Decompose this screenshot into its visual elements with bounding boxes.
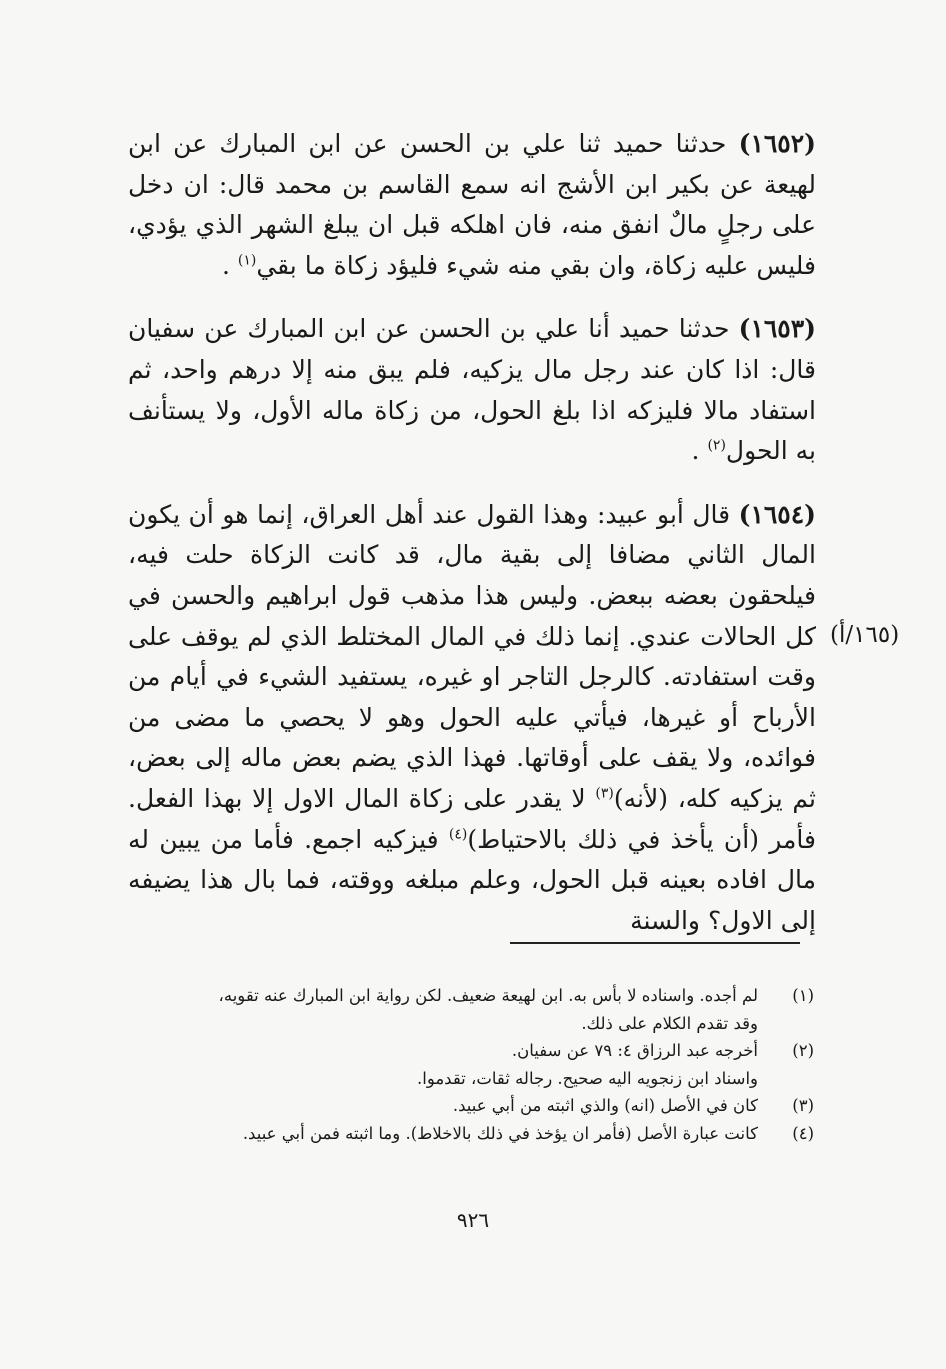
paragraph-1654 [128, 495, 816, 942]
footnote-body [128, 982, 758, 1037]
footnote-line: كانت عبارة الأصل (فأمر ان يؤخذ في ذلك بالاخلاط). وما اثبته فمن أبي عبيد. [242, 1123, 758, 1143]
footnote-body [128, 1037, 758, 1092]
footnote-body [128, 1092, 758, 1120]
paragraph-tail: . [691, 436, 708, 466]
footnote-line: أخرجه عبد الرزاق ٤: ٧٩ عن سفيان. [511, 1041, 758, 1060]
paragraph-tail: . [221, 250, 238, 280]
footnote-line: كان في الأصل (انه) والذي اثبته من أبي عبيد. [452, 1096, 758, 1115]
paragraph-text: قال أبو عبيد: وهذا القول عند أهل العراق، إنما هو أن يكون المال الثاني مضافا إلى بقية مال، قد كانت الزكاة حلت فيه، فيلحقون بعضه ببعض. وليس هذا مذهب قول ابراهيم والحسن في كل الحالات عندي. إنما ذلك في المال المختلط الذي لم يوقف على وقت استفادته. كالرجل التاجر او غيره، يستفيد الشيء في أيام من الأرباح أو غيرها، فيأتي عليه الحول وهو لا يحصي ما مضى من فوائده، ولا يقف على أوقاتها. فهذا الذي يضم بعض ماله إلى بعض، ثم يزكيه كله، (لأنه) [128, 499, 816, 813]
paragraph-number: (١٦٥٤) [738, 499, 816, 529]
footnote-4 [128, 1120, 814, 1148]
paragraph-text: لا يقدر على زكاة المال الاول إلا بهذا الفعل. فأمر (أن يأخذ في ذلك بالاحتياط) [128, 783, 816, 854]
footnote-number: (٤) [792, 1123, 814, 1143]
paragraph-text: فيزكيه اجمع. فأما من يبين له مال افاده بعينه قبل الحول، وعلم مبلغه ووقته، فما بال هذا يضيفه إلى الاول؟ والسنة [128, 824, 816, 935]
paragraph-text: حدثنا حميد ثنا علي بن الحسن عن ابن المبارك عن ابن لهيعة عن بكير ابن الأشج انه سمع القاسم بن محمد قال: ان دخل على رجلٍ مالٌ انفق منه، فان اهلكه قبل ان يبلغ الشهر الذي يؤدي، فليس عليه زكاة، وان بقي منه شيء فليؤد زكاة ما بقي [128, 129, 816, 280]
footnote-ref: (٤) [448, 826, 468, 843]
main-text [128, 124, 816, 964]
paragraph-text: حدثنا حميد أنا علي بن الحسن عن ابن المبارك عن سفيان قال: اذا كان عند رجل مال يزكيه، فلم يبق منه إلا درهم واحد، ثم استفاد مالا فليزكه اذا بلغ الحول، من زكاة ماله الأول، ولا يستأنف به الحول [128, 314, 816, 466]
footnote-divider [510, 942, 800, 944]
footnote-body [128, 1120, 758, 1148]
paragraph-1652 [128, 124, 816, 286]
paragraph-number: (١٦٥٣) [738, 314, 816, 344]
footnote-line: لم أجده. واسناده لا بأس به. ابن لهيعة ضعيف. لكن رواية ابن المبارك عنه تقويه، [218, 986, 758, 1005]
page-number: ٩٢٦ [456, 1208, 490, 1232]
footnote-1 [128, 982, 814, 1037]
footnote-ref: (١) [237, 252, 257, 269]
margin-folio-note: (١٦٥/أ) [830, 622, 900, 648]
footnote-line: وقد تقدم الكلام على ذلك. [581, 1013, 758, 1033]
footnote-ref: (٢) [707, 437, 726, 454]
paragraph-1653 [128, 309, 816, 471]
footnote-line: واسناد ابن زنجويه اليه صحيح. رجاله ثقات، تقدموا. [416, 1068, 758, 1088]
footnote-number: (٢) [792, 1041, 814, 1060]
footnote-3 [128, 1092, 814, 1120]
paragraph-number: (١٦٥٢) [738, 129, 816, 158]
footnote-ref: (٣) [595, 785, 614, 802]
footnotes [128, 982, 814, 1147]
footnote-number: (٣) [792, 1096, 814, 1115]
footnote-2 [128, 1037, 814, 1092]
footnote-number: (١) [792, 986, 814, 1005]
